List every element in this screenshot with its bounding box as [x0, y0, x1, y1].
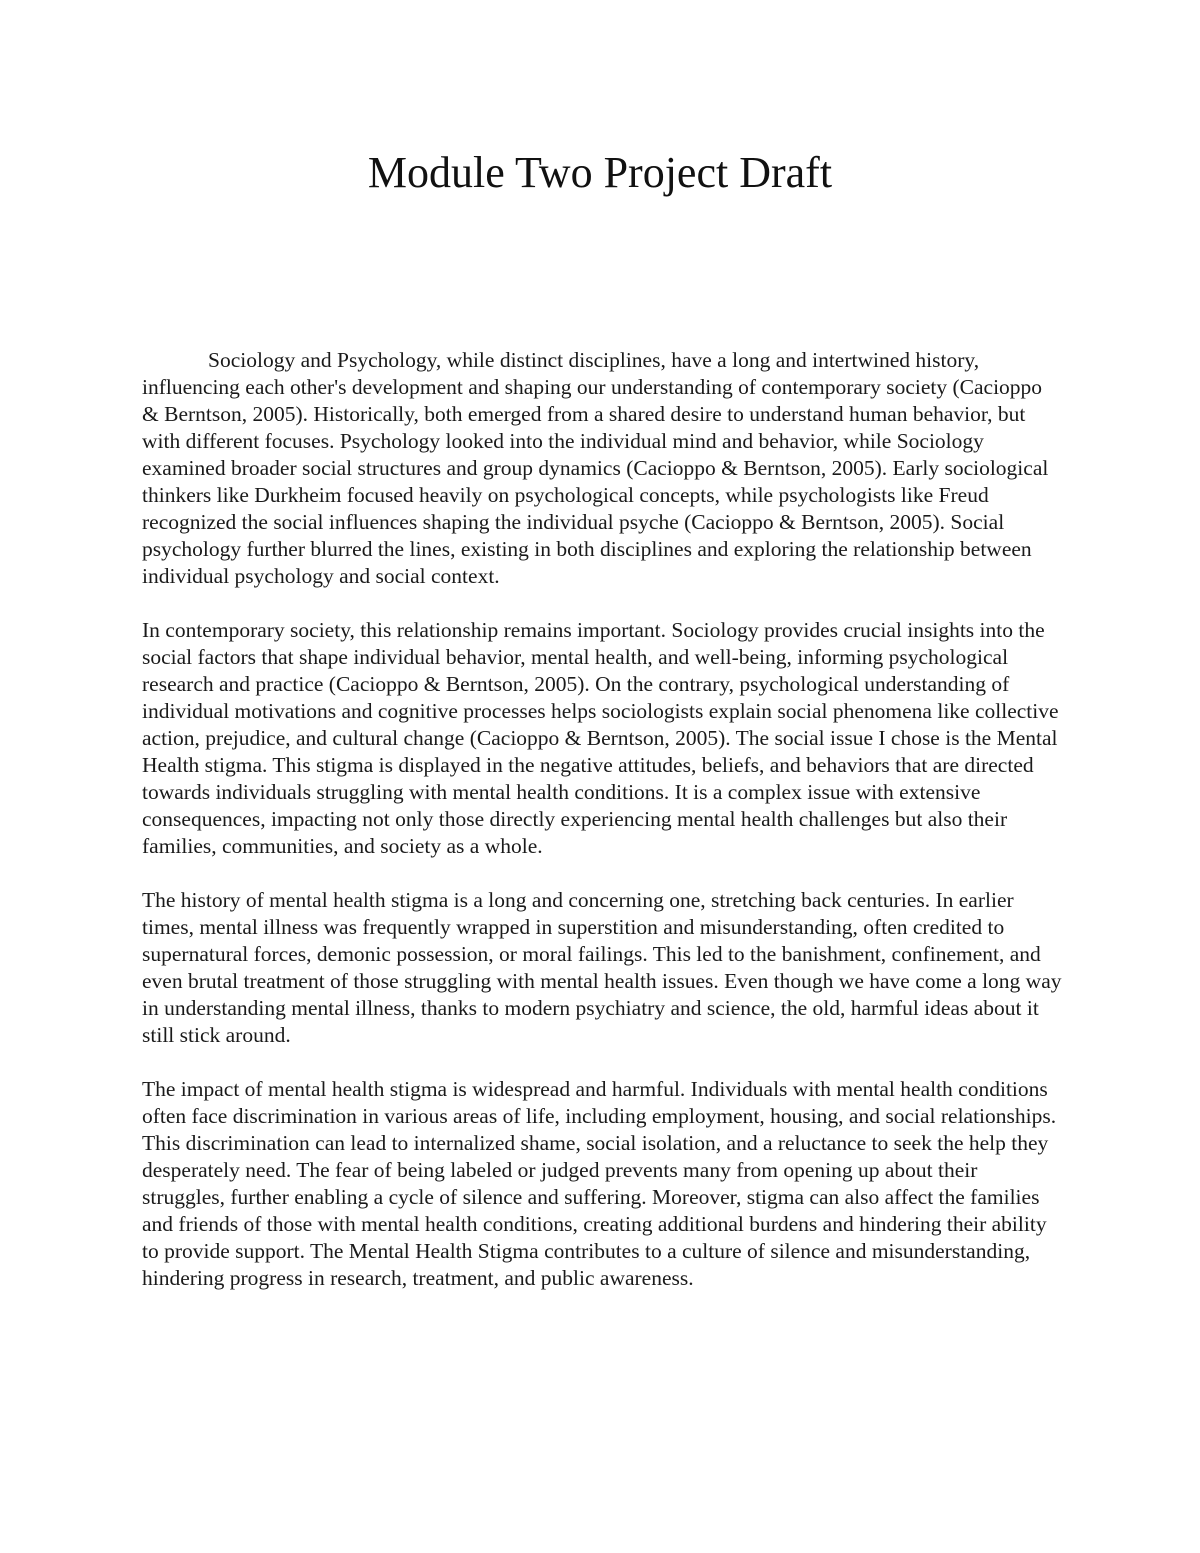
document-body — [142, 347, 1062, 1319]
paragraph-intro: Sociology and Psychology, while distinct disciplines, have a long and intertwined history, influencing each other's development and shaping our understanding of contemporary society (Cacioppo & Berntson, 2005). Historically, both emerged from a shared desire to understand human behavior, but with different focuses. Psychology looked into the individual mind and behavior, while Sociology examined broader social structures and group dynamics (Cacioppo & Berntson, 2005). Early sociological thinkers like Durkheim focused heavily on psychological concepts, while psychologists like Freud recognized the social influences shaping the individual psyche (Cacioppo & Berntson, 2005). Social psychology further blurred the lines, existing in both disciplines and exploring the relationship between individual psychology and social context. — [142, 348, 1049, 588]
paragraph-contemporary-society: In contemporary society, this relationship remains important. Sociology provides crucial insights into the social factors that shape individual behavior, mental health, and well-being, informing psychological research and practice (Cacioppo & Berntson, 2005). On the contrary, psychological understanding of individual motivations and cognitive processes helps sociologists explain social phenomena like collective action, prejudice, and cultural change (Cacioppo & Berntson, 2005). The social issue I chose is the Mental Health stigma. This stigma is displayed in the negative attitudes, beliefs, and behaviors that are directed towards individuals struggling with mental health conditions. It is a complex issue with extensive consequences, impacting not only those directly experiencing mental health challenges but also their families, communities, and society as a whole. — [142, 618, 1059, 858]
document-title: Module Two Project Draft — [367, 148, 833, 197]
paragraph-impact-of-stigma: The impact of mental health stigma is widespread and harmful. Individuals with mental health conditions often face discrimination in various areas of life, including employment, housing, and social relationships. This discrimination can lead to internalized shame, social isolation, and a reluctance to seek the help they desperately need. The fear of being labeled or judged prevents many from opening up about their struggles, further enabling a cycle of silence and suffering. Moreover, stigma can also affect the families and friends of those with mental health conditions, creating additional burdens and hindering their ability to provide support. The Mental Health Stigma contributes to a culture of silence and misunderstanding, hindering progress in research, treatment, and public awareness. — [142, 1077, 1057, 1290]
paragraph-history-of-stigma: The history of mental health stigma is a long and concerning one, stretching back centuries. In earlier times, mental illness was frequently wrapped in superstition and misunderstanding, often credited to supernatural forces, demonic possession, or moral failings. This led to the banishment, confinement, and even brutal treatment of those struggling with mental health issues. Even though we have come a long way in understanding mental illness, thanks to modern psychiatry and science, the old, harmful ideas about it still stick around. — [142, 888, 1062, 1047]
